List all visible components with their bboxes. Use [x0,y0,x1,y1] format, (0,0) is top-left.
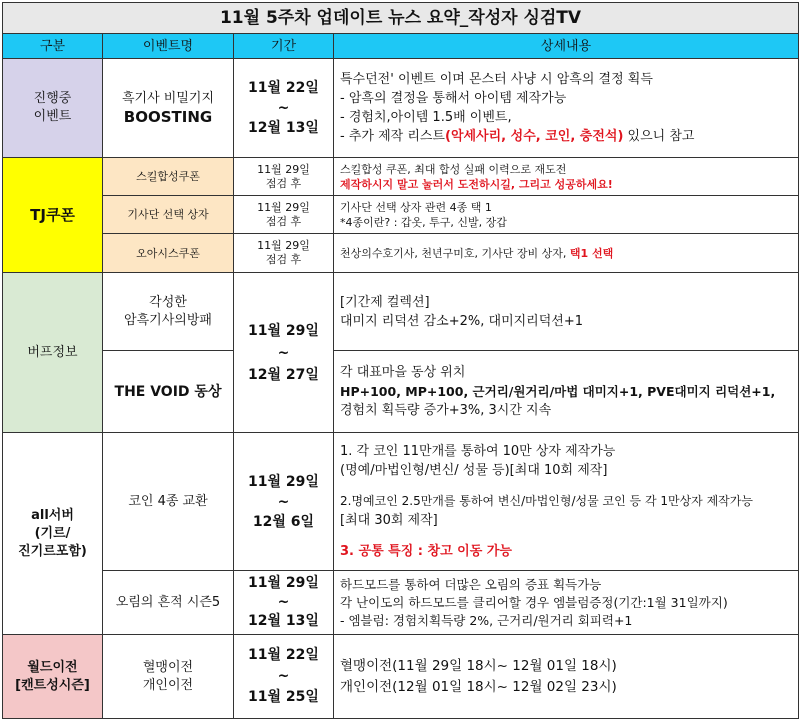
update-summary-sheet [2,2,798,724]
buff-row-shield [3,273,799,351]
extra-craft-list: (악세사리, 성수, 코인, 충전석) [445,129,624,144]
period-ongoing: 11월 22일 ~ 12월 13일 [234,59,334,158]
event-void-statue: THE VOID 동상 [103,351,234,433]
header-details: 상세내용 [334,34,799,59]
period-buff: 11월 29일 ~ 12월 27일 [234,273,334,433]
buff-row-void-statue [3,351,799,433]
event-black-knight-base: 흑기사 비밀기지 BOOSTING [103,59,234,158]
details-orim-trace: 하드모드를 통하여 더많은 오림의 증표 획득가능 각 난이도의 하드모드를 클리어할 경우 엠블럼증정(기간:1월 31일까지) - 엠블럼: 경험치획득량 2%, 근거리/원거리 회피력+1 [334,571,799,635]
period-oasis-coupon: 11월 29일 점검 후 [234,234,334,273]
details-oasis-coupon: 천상의수호기사, 천년구미호, 기사단 장비 상자, 택1 선택 [334,234,799,273]
event-skill-coupon: 스킬합성쿠폰 [103,158,234,196]
update-table [2,2,799,719]
all-server-row-coin-exchange [3,433,799,571]
category-all-server: all서버 (기르/ 진기르포함) [3,433,103,635]
world-transfer-row [3,635,799,719]
period-coin-exchange: 11월 29일 ~ 12월 6일 [234,433,334,571]
ongoing-event-row [3,59,799,158]
period-orim-trace: 11월 29일 ~ 12월 13일 [234,571,334,635]
details-ongoing: 특수던전' 이벤트 이며 몬스터 사냥 시 암흑의 결정 획득 - 암흑의 결정을 통해서 아이템 제작가능 - 경험치,아이템 1.5배 이벤트, - 추가 제작 리스트(악세사리, 성수, 코인, 충전석) 있으니 참고 [334,59,799,158]
event-orim-trace-season5: 오림의 흔적 시즌5 [103,571,234,635]
details-knight-select-box: 기사단 선택 상자 관련 4종 택 1 *4종이란? : 갑옷, 투구, 신발, 장갑 [334,196,799,234]
category-buff-info: 버프정보 [3,273,103,433]
all-server-row-orim-trace [3,571,799,635]
category-world-transfer: 월드이전 [캔트성시즌] [3,635,103,719]
period-skill-coupon: 11월 29일 점검 후 [234,158,334,196]
event-world-transfer: 혈맹이전 개인이전 [103,635,234,719]
details-awakened-shield: [기간제 컬렉션] 대미지 리덕션 감소+2%, 대미지리덕션+1 [334,273,799,351]
header-row [3,34,799,59]
period-world-transfer: 11월 22일 ~ 11월 25일 [234,635,334,719]
event-oasis-coupon: 오아시스쿠폰 [103,234,234,273]
details-world-transfer: 혈맹이전(11월 29일 18시~ 12월 01일 18시) 개인이전(12월 01일 18시~ 12월 02일 23시) [334,635,799,719]
event-awakened-shield: 각성한 암흑기사의방패 [103,273,234,351]
sheet-title: 11월 5주차 업데이트 뉴스 요약_작성자 싱검TV [3,3,799,34]
details-skill-coupon: 스킬합성 쿠폰, 최대 합성 실패 이력으로 재도전 제작하시지 말고 눌러서 도전하시길, 그리고 성공하세요! [334,158,799,196]
details-coin-exchange: 1. 각 코인 11만개를 통하여 10만 상자 제작가능 (명예/마법인형/변신/ 성물 등)[최대 10회 제작] 2.명예코인 2.5만개를 통하여 변신/마법인형/성물 코인 등 각 1만상자 제작가능 [최대 30회 제작] 3. 공통 특징 : 창고 이동 가능 [334,433,799,571]
category-tj-coupon: TJ쿠폰 [3,158,103,273]
header-period: 기간 [234,34,334,59]
warehouse-transfer-note: 3. 공통 특징 : 창고 이동 가능 [340,544,512,559]
details-void-statue: 각 대표마을 동상 위치 HP+100, MP+100, 근거리/원거리/마법 대미지+1, PVE대미지 리덕션+1, 경험치 획득량 증가+3%, 3시간 지속 [334,351,799,433]
header-category: 구분 [3,34,103,59]
tj-row-oasis-coupon [3,234,799,273]
category-ongoing: 진행중 이벤트 [3,59,103,158]
event-coin-exchange: 코인 4종 교환 [103,433,234,571]
period-knight-select-box: 11월 29일 점검 후 [234,196,334,234]
tj-row-knight-box [3,196,799,234]
tj-row-skill-coupon [3,158,799,196]
event-knight-select-box: 기사단 선택 상자 [103,196,234,234]
header-event-name: 이벤트명 [103,34,234,59]
